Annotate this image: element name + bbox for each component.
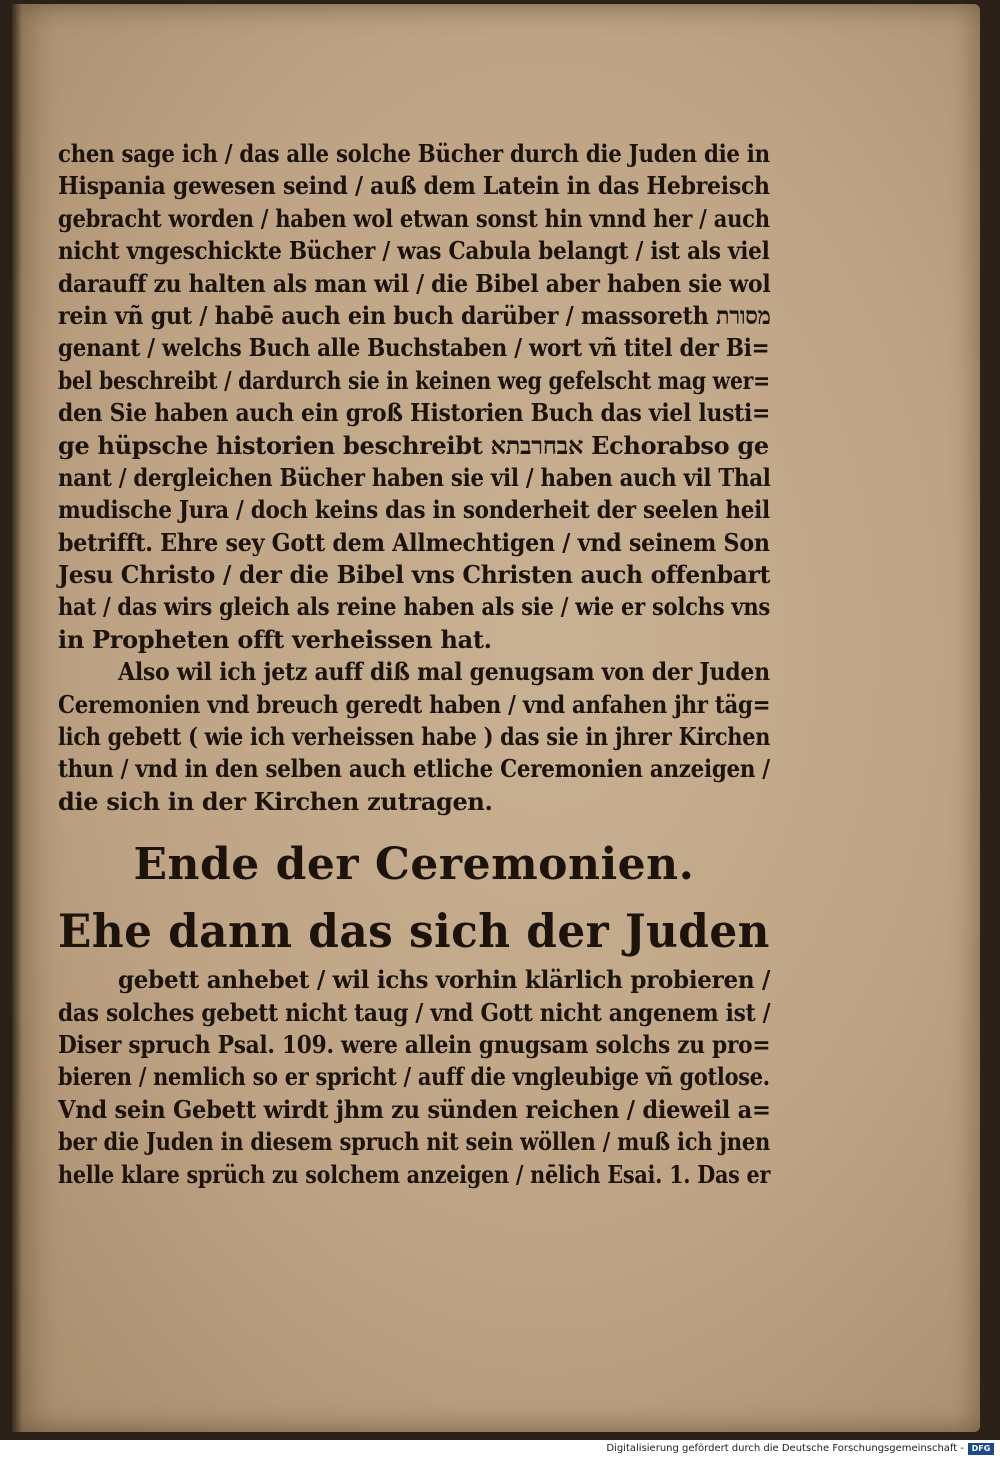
text-line: helle klare sprüch zu solchem anzeigen / nēlich Esai. 1. Das er	[58, 1159, 771, 1189]
text-block	[58, 138, 770, 1191]
text-line: rein vñ gut / habē auch ein buch darüber / massoreth מסורת	[58, 300, 771, 330]
text-line: Ceremonien vnd breuch geredt haben / vnd anfahen jhr täg=	[58, 689, 771, 719]
text-line: lich gebett ( wie ich verheissen habe ) das sie in jhrer Kirchen	[58, 722, 771, 752]
text-line: die sich in der Kirchen zutragen.	[58, 786, 493, 816]
initial-line: Ehe dann das sich der Juden	[58, 904, 770, 959]
text-line: in Propheten offt verheissen hat.	[58, 624, 492, 654]
text-line: mudische Jura / doch keins das in sonderheit der seelen heil	[58, 495, 770, 525]
text-line: genant / welchs Buch alle Buchstaben / wort vñ titel der Bi=	[58, 333, 770, 363]
text-line: Hispania gewesen seind / auß dem Latein in das Hebreisch	[58, 171, 770, 201]
text-line: chen sage ich / das alle solche Bücher durch die Juden die in	[58, 139, 770, 168]
text-line: das solches gebett nicht taug / vnd Gott nicht angenem ist /	[58, 997, 771, 1027]
text-line: bieren / nemlich so er spricht / auff die vngleubige vñ gotlose.	[58, 1062, 770, 1092]
text-line: den Sie haben auch ein groß Historien Buch das viel lusti=	[58, 398, 771, 428]
text-line: nicht vngeschickte Bücher / was Cabula belangt / ist als viel	[58, 236, 770, 266]
page-gutter	[12, 4, 22, 1432]
text-line: Vnd sein Gebett wirdt jhm zu sünden reichen / dieweil a=	[58, 1094, 771, 1124]
text-line: Diser spruch Psal. 109. were allein gnugsam solchs zu pro=	[58, 1029, 771, 1059]
text-line: nant / dergleichen Bücher haben sie vil / haben auch vil Thal	[58, 462, 771, 492]
footer-bar	[0, 1440, 1000, 1459]
text-line: gebracht worden / haben wol etwan sonst hin vnnd her / auch	[58, 203, 770, 233]
text-line: betrifft. Ehre sey Gott dem Allmechtigen / vnd seinem Son	[58, 527, 770, 557]
text-line: thun / vnd in den selben auch etliche Ceremonien anzeigen /	[58, 754, 770, 784]
text-line: Also wil ich jetz auff diß mal genugsam von der Juden	[118, 657, 770, 687]
text-line: bel beschreibt / dardurch sie in keinen weg gefelscht mag wer=	[58, 365, 770, 395]
dfg-logo-icon: DFG	[968, 1443, 994, 1455]
section-heading: Ende der Ceremonien.	[133, 839, 695, 891]
text-line: gebett anhebet / wil ichs vorhin klärlich probieren /	[118, 965, 771, 995]
funding-credit: Digitalisierung gefördert durch die Deutsche Forschungsgemeinschaft -	[606, 1443, 964, 1454]
text-line: ber die Juden in diesem spruch nit sein wöllen / muß ich jnen	[58, 1127, 771, 1157]
text-line: hat / das wirs gleich als reine haben als sie / wie er solchs vns	[58, 592, 770, 622]
text-line: Jesu Christo / der die Bibel vns Christen auch offenbart	[58, 560, 771, 590]
text-line: ge hüpsche historien beschreibt אבחרבתא Echorabso ge	[58, 430, 769, 460]
text-line: darauff zu halten als man wil / die Bibel aber haben sie wol	[58, 268, 771, 298]
